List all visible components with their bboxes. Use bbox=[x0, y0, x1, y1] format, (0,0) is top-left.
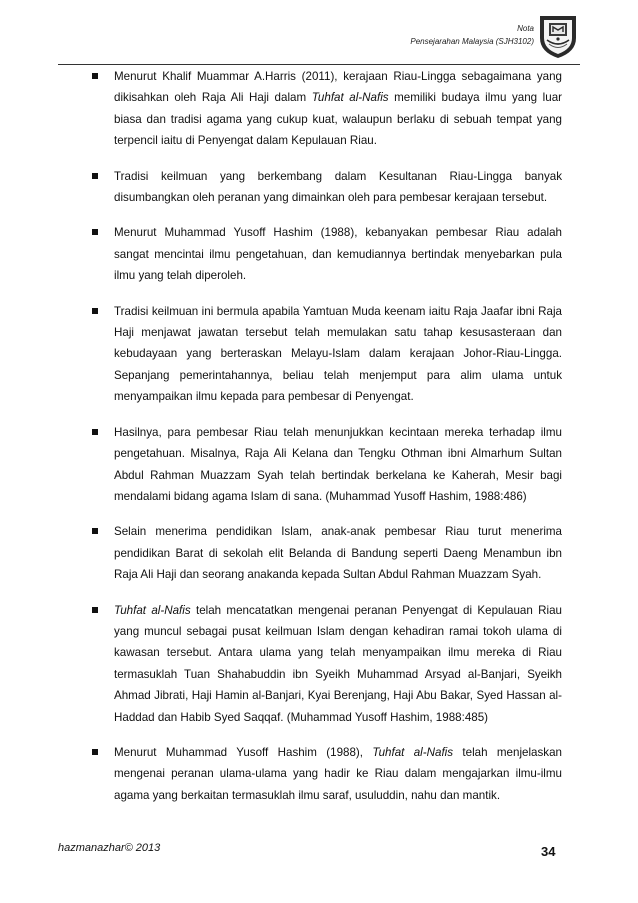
university-crest-icon bbox=[536, 12, 580, 60]
square-bullet-icon bbox=[92, 429, 98, 435]
bullet-list bbox=[92, 66, 562, 820]
text-run: memiliki budaya ilmu yang luar biasa dan tradisi agama yang cukup kuat, walaupun berlaku di sebuah tempat yang terpencil iaitu di Penyengat dalam Kepulauan Riau. bbox=[114, 91, 562, 148]
text-run: telah menjelaskan mengenai peranan ulama-ulama yang hadir ke Riau dalam mengajarkan ilmu-ilmu agama yang berkaitan termasuklah ilmu saraf, usuluddin, nahu dan mantik. bbox=[114, 745, 562, 802]
square-bullet-icon bbox=[92, 173, 98, 179]
header-rule bbox=[58, 64, 580, 65]
square-bullet-icon bbox=[92, 749, 98, 755]
list-item-text bbox=[114, 226, 562, 282]
text-run: Tradisi keilmuan yang berkembang dalam Kesultanan Riau-Lingga banyak disumbangkan oleh peranan yang dimainkan oleh para pembesar kerajaan tersebut. bbox=[114, 169, 562, 205]
list-item-text bbox=[114, 426, 562, 503]
book-title: Tuhfat al-Nafis bbox=[114, 603, 191, 617]
header-subtitle: Pensejarahan Malaysia (SJH3102) bbox=[410, 37, 534, 46]
list-item-text bbox=[114, 604, 562, 724]
list-item-text bbox=[114, 525, 562, 581]
list-item bbox=[92, 521, 562, 585]
square-bullet-icon bbox=[92, 73, 98, 79]
book-title: Tuhfat al-Nafis bbox=[311, 91, 389, 105]
square-bullet-icon bbox=[92, 229, 98, 235]
list-item-text bbox=[114, 70, 562, 147]
footer-author: hazmanazhar© 2013 bbox=[58, 842, 161, 854]
text-run: Menurut Muhammad Yusoff Hashim (1988), bbox=[114, 745, 373, 759]
list-item bbox=[92, 301, 562, 408]
square-bullet-icon bbox=[92, 607, 98, 613]
square-bullet-icon bbox=[92, 528, 98, 534]
text-run: Selain menerima pendidikan Islam, anak-anak pembesar Riau turut menerima pendidikan Barat di sekolah elit Belanda di Bandung seperti Daeng Menambun ibn Raja Ali Haji dan seorang anakanda kepada Sultan Abdul Rahman Muazzam Syah. bbox=[114, 525, 562, 582]
text-run: Tradisi keilmuan ini bermula apabila Yamtuan Muda keenam iaitu Raja Jaafar ibni Raja Haji menjawat jawatan tersebut telah memulakan satu tahap kesusasteraan dan kebudayaan yang berteraskan Melayu-Islam dalam kerajaan Johor-Riau-Lingga. Sepanjang pemerintahannya, beliau telah menjemput para alim ulama untuk menyampaikan ilmu kepada para pembesar di Penyengat. bbox=[114, 304, 562, 404]
text-run: Menurut Khalif Muammar A.Harris (2011), kerajaan Riau-Lingga sebagaimana yang dikisahkan oleh Raja Ali Haji dalam bbox=[114, 70, 562, 105]
text-run: telah mencatatkan mengenai peranan Penyengat di Kepulauan Riau yang muncul sebagai pusat keilmuan Islam dengan kehadiran ramai tokoh ulama di kawasan tersebut. Antara ulama yang telah menyampaikan ilmu mereka di Riau termasuklah Tuan Shahabuddin ibn Syeikh Muhammad Arsyad al-Banjari, Syeikh Ahmad Jibrati, Haji Hamin al-Banjari, Kyai Berenjang, Haji Abu Bakar, Syed Hassan al-Haddad dan Habib Syed Saqqaf. (Muhammad Yusoff Hashim, 1988:485) bbox=[114, 603, 562, 724]
page-header bbox=[0, 12, 638, 60]
list-item bbox=[92, 66, 562, 152]
list-item-text bbox=[114, 305, 562, 404]
header-text bbox=[410, 22, 534, 48]
list-item-text bbox=[114, 170, 562, 204]
list-item bbox=[92, 166, 562, 209]
page-number: 34 bbox=[541, 844, 556, 859]
book-title: Tuhfat al-Nafis bbox=[372, 745, 454, 759]
list-item bbox=[92, 222, 562, 286]
list-item-text bbox=[114, 746, 562, 802]
header-title: Nota bbox=[517, 24, 534, 33]
text-run: Hasilnya, para pembesar Riau telah menunjukkan kecintaan mereka terhadap ilmu pengetahuan. Misalnya, Raja Ali Kelana dan Tengku Othman ibni Almarhum Sultan Abdul Rahman Muazzam Syah telah bertindak berkelana ke Kaherah, Mesir bagi mendalami bidang agama Islam di sana. (Muhammad Yusoff Hashim, 1988:486) bbox=[114, 425, 562, 503]
list-item bbox=[92, 600, 562, 728]
text-run: Menurut Muhammad Yusoff Hashim (1988), kebanyakan pembesar Riau adalah sangat mencintai ilmu pengetahuan, dan kemudiannya bertindak menyebarkan pula ilmu yang telah diperoleh. bbox=[114, 226, 562, 283]
list-item bbox=[92, 742, 562, 806]
list-item bbox=[92, 422, 562, 508]
square-bullet-icon bbox=[92, 308, 98, 314]
